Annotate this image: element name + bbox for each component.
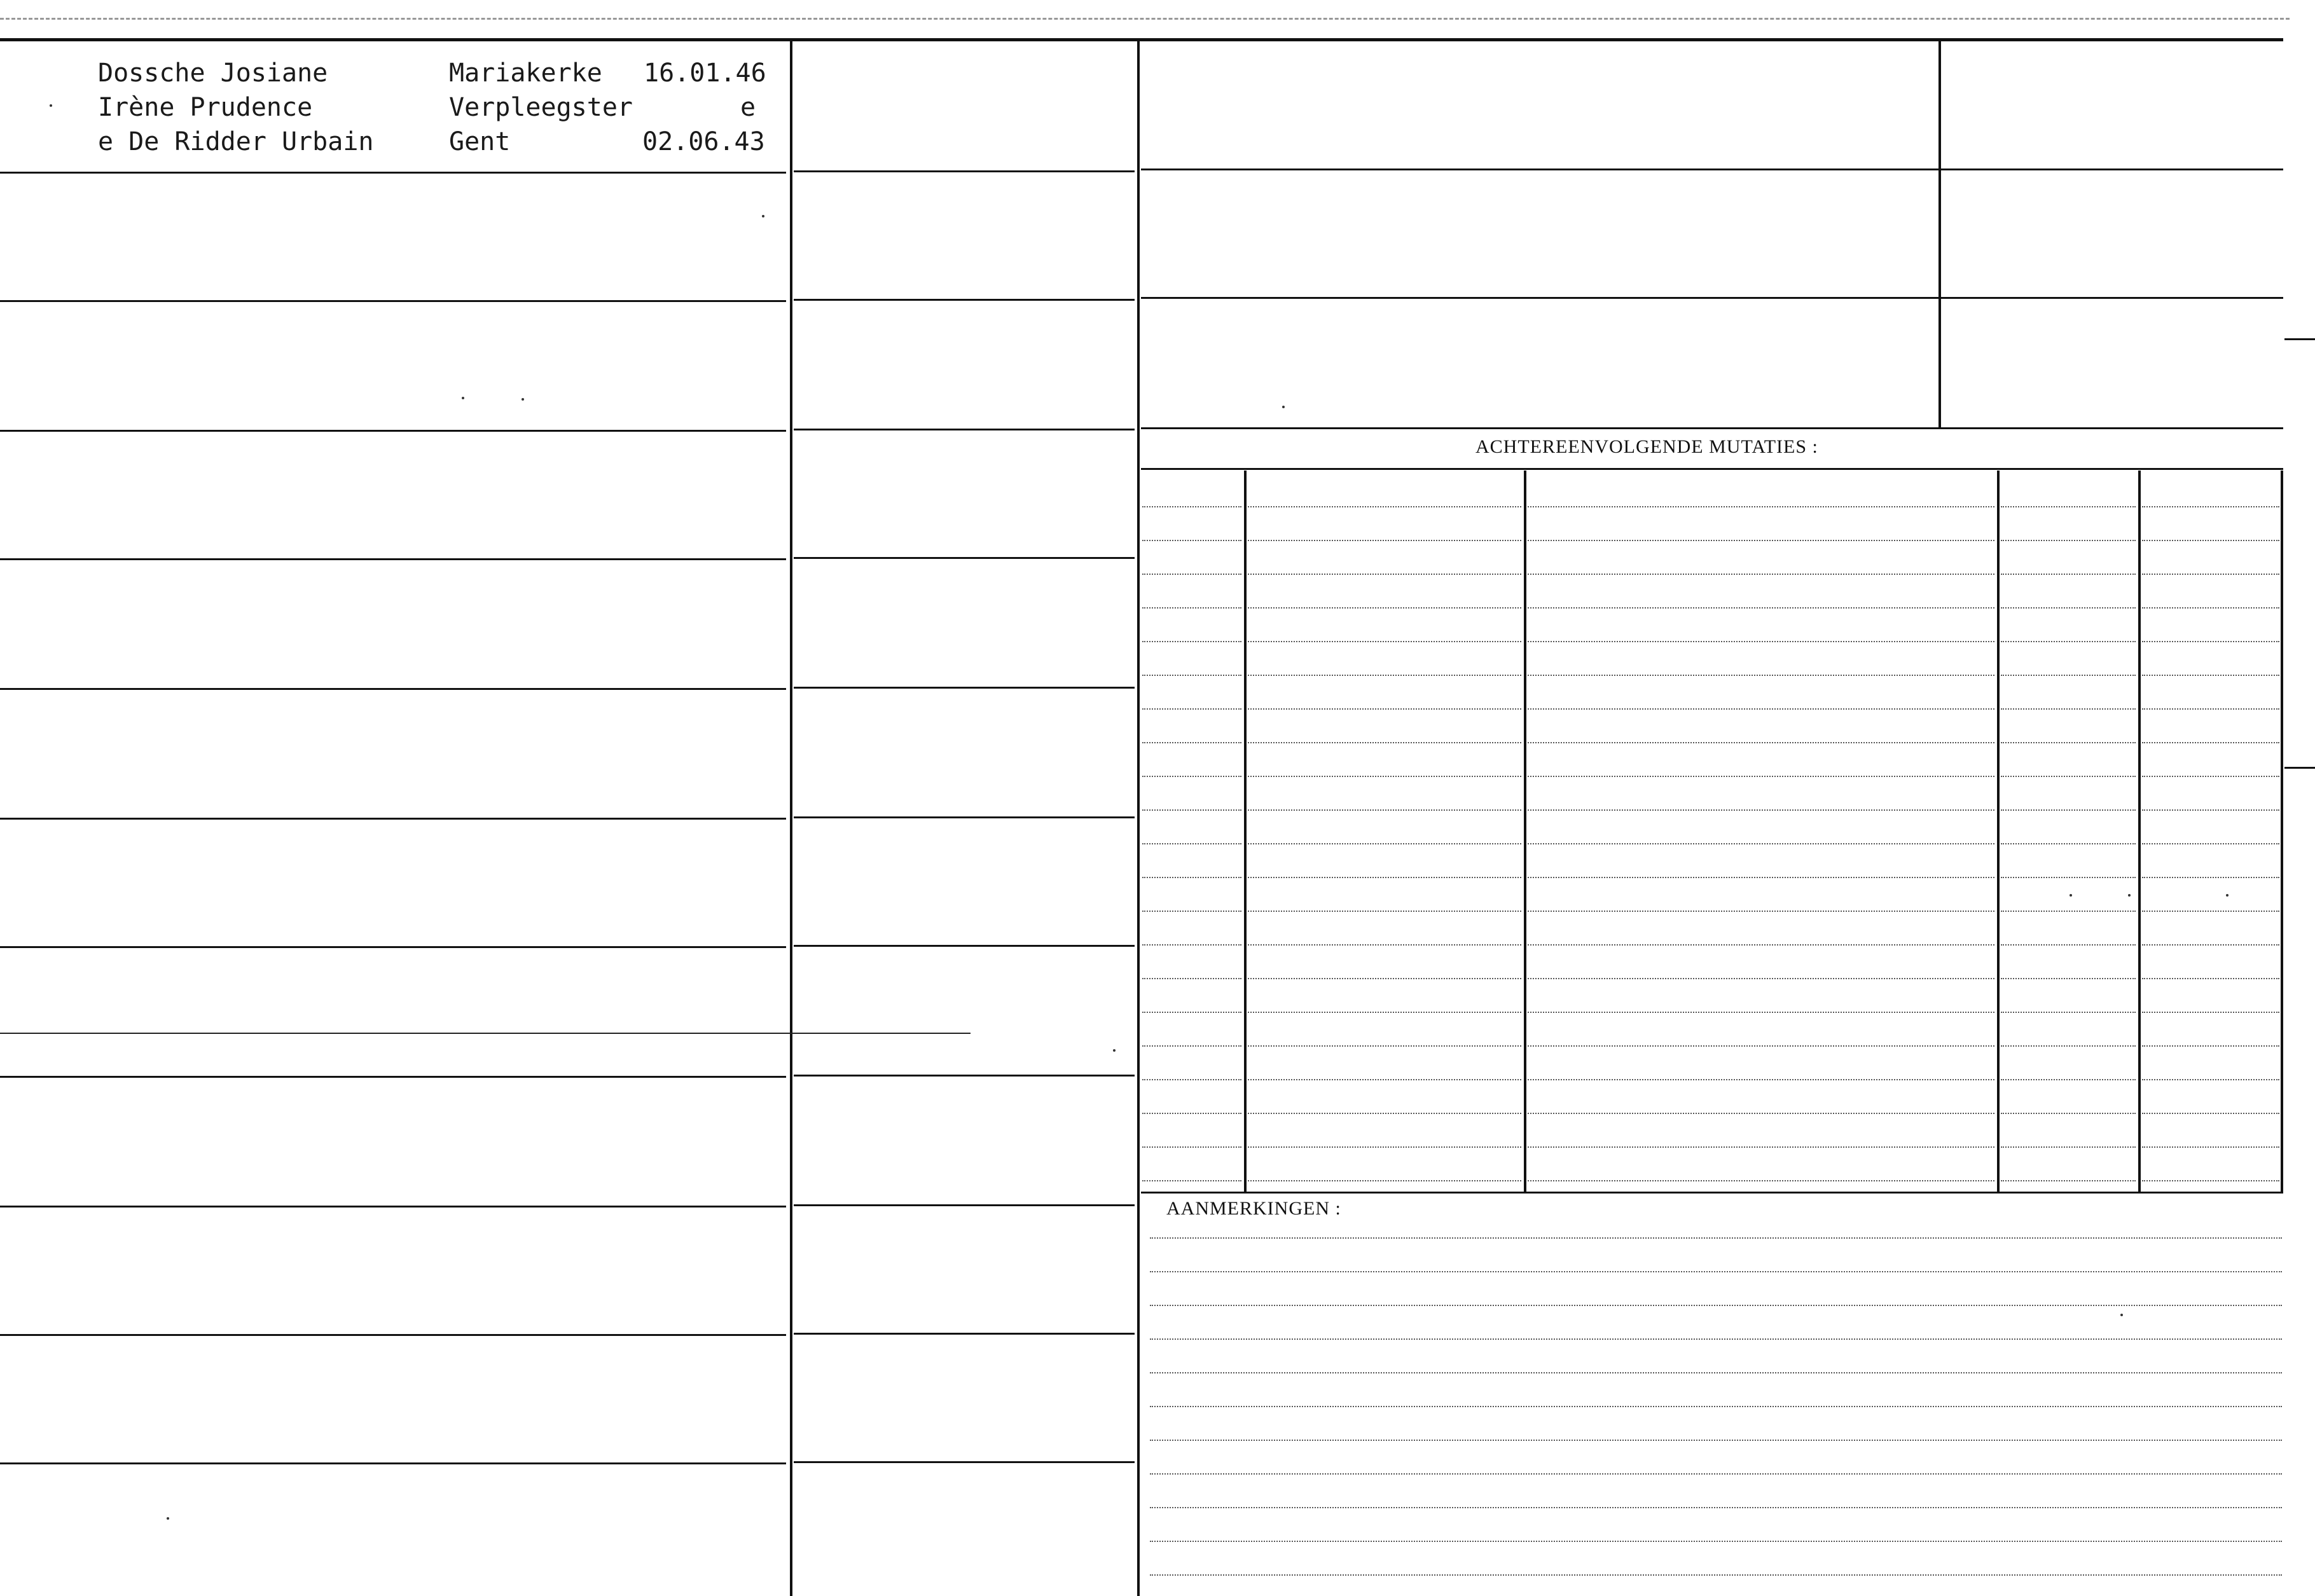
remark-row-line <box>1150 1406 2282 1407</box>
mutation-row-line <box>1248 944 1521 946</box>
remark-row-line <box>1150 1507 2282 1508</box>
mutation-row-line <box>2142 540 2279 541</box>
birth-place: Mariakerke <box>449 58 602 88</box>
mutation-row-line <box>2142 1113 2279 1114</box>
mutation-row-line <box>1528 574 1994 575</box>
left-row-line <box>0 688 786 690</box>
mutation-row-line <box>2001 911 2136 912</box>
middle-row-line <box>794 557 1135 559</box>
mutation-row-line <box>1248 911 1521 912</box>
mutation-row-line <box>1528 978 1994 979</box>
scan-speck <box>50 104 52 107</box>
mutation-row-line <box>1142 1045 1241 1047</box>
mutation-row-line <box>1248 809 1521 811</box>
mutation-row-line <box>2001 708 2136 710</box>
edge-tick-2 <box>2284 767 2315 769</box>
left-row-line <box>0 1076 786 1078</box>
mutations-right-edge <box>2281 471 2283 1192</box>
mutation-row-line <box>2001 978 2136 979</box>
mutation-row-line <box>1142 944 1241 946</box>
mutation-row-line <box>2142 742 2279 743</box>
middle-row-line <box>794 1461 1135 1463</box>
mutation-row-line <box>1142 1146 1241 1148</box>
mutation-row-line <box>1248 978 1521 979</box>
mutation-row-line <box>2142 1012 2279 1013</box>
middle-row-line <box>794 170 1135 172</box>
left-row-line <box>0 1462 786 1464</box>
mutation-row-line <box>1142 1079 1241 1080</box>
mutation-row-line <box>1142 877 1241 878</box>
scan-edge <box>0 18 2290 24</box>
mutation-row-line <box>1248 742 1521 743</box>
mutation-row-line <box>2142 978 2279 979</box>
partial-row-line <box>0 1033 971 1034</box>
middle-row-line <box>794 1204 1135 1206</box>
mutation-row-line <box>1142 540 1241 541</box>
mutation-row-line <box>1248 1012 1521 1013</box>
mutation-row-line <box>2001 607 2136 609</box>
mutation-row-line <box>1528 809 1994 811</box>
middle-row-line <box>794 687 1135 689</box>
marriage-date: 02.06.43 <box>642 127 765 156</box>
mutation-row-line <box>1142 809 1241 811</box>
mutation-row-line <box>1528 708 1994 710</box>
mutation-row-line <box>1528 843 1994 844</box>
mutation-row-line <box>2142 776 2279 777</box>
mutation-row-line <box>1528 1146 1994 1148</box>
remark-row-line <box>1150 1338 2282 1340</box>
scan-speck <box>462 397 464 399</box>
mutation-row-line <box>1528 1113 1994 1114</box>
mutation-row-line <box>1142 708 1241 710</box>
mutation-row-line <box>2142 506 2279 507</box>
middle-row-line <box>794 816 1135 818</box>
mutation-row-line <box>1528 877 1994 878</box>
remark-row-line <box>1150 1541 2282 1542</box>
mutation-row-line <box>1528 1012 1994 1013</box>
mutation-row-line <box>2001 1045 2136 1047</box>
spouse-name: e De Ridder Urbain <box>98 127 374 156</box>
mutation-row-line <box>2142 607 2279 609</box>
scan-speck <box>522 398 524 401</box>
mutation-row-line <box>1142 1113 1241 1114</box>
marriage-place: Gent <box>449 127 511 156</box>
mutation-row-line <box>1142 1180 1241 1181</box>
edge-tick-1 <box>2284 338 2315 340</box>
mutation-row-line <box>1142 776 1241 777</box>
right-row-line-2 <box>1141 297 2283 299</box>
person-name: Dossche Josiane <box>98 58 328 88</box>
mutations-heading: ACHTEREENVOLGENDE MUTATIES : <box>1475 436 1818 457</box>
mutation-row-line <box>2142 1180 2279 1181</box>
mutation-row-line <box>2142 843 2279 844</box>
scan-speck <box>2070 894 2072 897</box>
mutation-row-line <box>1528 607 1994 609</box>
scan-speck <box>2128 894 2131 897</box>
mutation-row-line <box>1528 1079 1994 1080</box>
remark-row-line <box>1150 1237 2282 1239</box>
mutation-row-line <box>2001 641 2136 642</box>
mutation-row-line <box>1248 675 1521 676</box>
remark-row-line <box>1150 1305 2282 1306</box>
mutation-row-line <box>1142 506 1241 507</box>
mutation-row-line <box>2142 574 2279 575</box>
left-row-line <box>0 1334 786 1336</box>
mutation-row-line <box>1248 574 1521 575</box>
left-row-line <box>0 818 786 820</box>
mutation-row-line <box>1528 641 1994 642</box>
scan-speck <box>2226 894 2229 897</box>
mutation-row-line <box>1248 1180 1521 1181</box>
scan-speck <box>1113 1049 1116 1052</box>
person-given-names: Irène Prudence <box>98 93 313 122</box>
mutation-row-line <box>1528 506 1994 507</box>
mutation-row-line <box>2001 1146 2136 1148</box>
right-top-divider <box>1938 39 1941 427</box>
remarks-heading: AANMERKINGEN : <box>1166 1198 1341 1219</box>
mutation-row-line <box>1142 911 1241 912</box>
scan-speck <box>167 1517 169 1520</box>
mutation-row-line <box>2142 1079 2279 1080</box>
middle-row-line <box>794 429 1135 430</box>
left-row-line <box>0 946 786 948</box>
mutation-row-line <box>1248 641 1521 642</box>
mutation-row-line <box>1142 1012 1241 1013</box>
middle-row-line <box>794 299 1135 301</box>
mutations-bottom-line <box>1141 1192 2283 1194</box>
mutation-row-line <box>1248 1146 1521 1148</box>
left-row-line <box>0 300 786 302</box>
mutation-row-line <box>2142 641 2279 642</box>
mutation-row-line <box>1528 675 1994 676</box>
remark-row-line <box>1150 1473 2282 1475</box>
mutation-row-line <box>1528 1045 1994 1047</box>
left-row-line <box>0 558 786 560</box>
right-row-line-3 <box>1141 427 2283 429</box>
mutation-row-line <box>1248 1113 1521 1114</box>
left-row-line <box>0 430 786 432</box>
mutation-row-line <box>1528 911 1994 912</box>
remark-row-line <box>1150 1574 2282 1576</box>
mutation-row-line <box>2001 809 2136 811</box>
mutation-row-line <box>2142 877 2279 878</box>
mutations-top-line <box>1141 468 2283 470</box>
mutation-row-line <box>1248 1045 1521 1047</box>
mutation-row-line <box>1248 708 1521 710</box>
remark-row-line <box>1150 1372 2282 1373</box>
middle-row-line <box>794 1333 1135 1335</box>
middle-column-divider <box>1137 39 1140 1596</box>
mutation-row-line <box>1142 675 1241 676</box>
left-row-line <box>0 1206 786 1207</box>
mutation-row-line <box>1248 506 1521 507</box>
mutation-row-line <box>1248 540 1521 541</box>
mutation-row-line <box>1248 607 1521 609</box>
mutation-row-line <box>1142 641 1241 642</box>
mutation-row-line <box>2142 944 2279 946</box>
mutation-row-line <box>2001 540 2136 541</box>
mutations-col-divider-4 <box>2138 471 2141 1192</box>
mutation-row-line <box>1248 843 1521 844</box>
mutation-row-line <box>1528 742 1994 743</box>
occupation: Verpleegster <box>449 93 633 122</box>
scan-speck <box>2120 1314 2123 1316</box>
mutation-row-line <box>2001 877 2136 878</box>
mutation-row-line <box>2142 1146 2279 1148</box>
mutation-row-line <box>1142 574 1241 575</box>
middle-row-line <box>794 945 1135 947</box>
mutation-row-line <box>2001 843 2136 844</box>
mutation-row-line <box>2142 911 2279 912</box>
mutation-row-line <box>2001 1180 2136 1181</box>
mutation-row-line <box>2142 708 2279 710</box>
mutation-row-line <box>2001 675 2136 676</box>
mutation-row-line <box>1142 742 1241 743</box>
middle-row-line <box>794 1075 1135 1077</box>
left-row-line <box>0 172 786 174</box>
mutation-row-line <box>2142 1045 2279 1047</box>
mutation-row-line <box>2142 675 2279 676</box>
scan-speck <box>762 215 764 217</box>
mutation-row-line <box>1142 607 1241 609</box>
birth-date: 16.01.46 <box>644 58 766 88</box>
left-column-divider <box>790 39 792 1596</box>
remark-row-line <box>1150 1271 2282 1272</box>
mutation-row-line <box>1528 1180 1994 1181</box>
mutation-row-line <box>1528 776 1994 777</box>
mutation-row-line <box>2001 1012 2136 1013</box>
mutation-row-line <box>1142 978 1241 979</box>
mutation-row-line <box>1248 776 1521 777</box>
mutation-row-line <box>2001 574 2136 575</box>
remark-row-line <box>1150 1440 2282 1441</box>
mutation-row-line <box>1528 540 1994 541</box>
mutation-row-line <box>2001 776 2136 777</box>
civil-status-marker: e <box>740 93 756 122</box>
mutations-col-divider-3 <box>1997 471 2000 1192</box>
scan-speck <box>1282 406 1285 408</box>
mutation-row-line <box>1142 843 1241 844</box>
mutation-row-line <box>2001 506 2136 507</box>
mutation-row-line <box>2001 1113 2136 1114</box>
mutations-col-divider-1 <box>1244 471 1247 1192</box>
right-row-line-1 <box>1141 169 2283 170</box>
mutation-row-line <box>1528 944 1994 946</box>
mutation-row-line <box>1248 1079 1521 1080</box>
mutation-row-line <box>2001 1079 2136 1080</box>
mutation-row-line <box>1248 877 1521 878</box>
mutation-row-line <box>2001 742 2136 743</box>
mutation-row-line <box>2142 809 2279 811</box>
mutation-row-line <box>2001 944 2136 946</box>
mutations-col-divider-2 <box>1524 471 1526 1192</box>
